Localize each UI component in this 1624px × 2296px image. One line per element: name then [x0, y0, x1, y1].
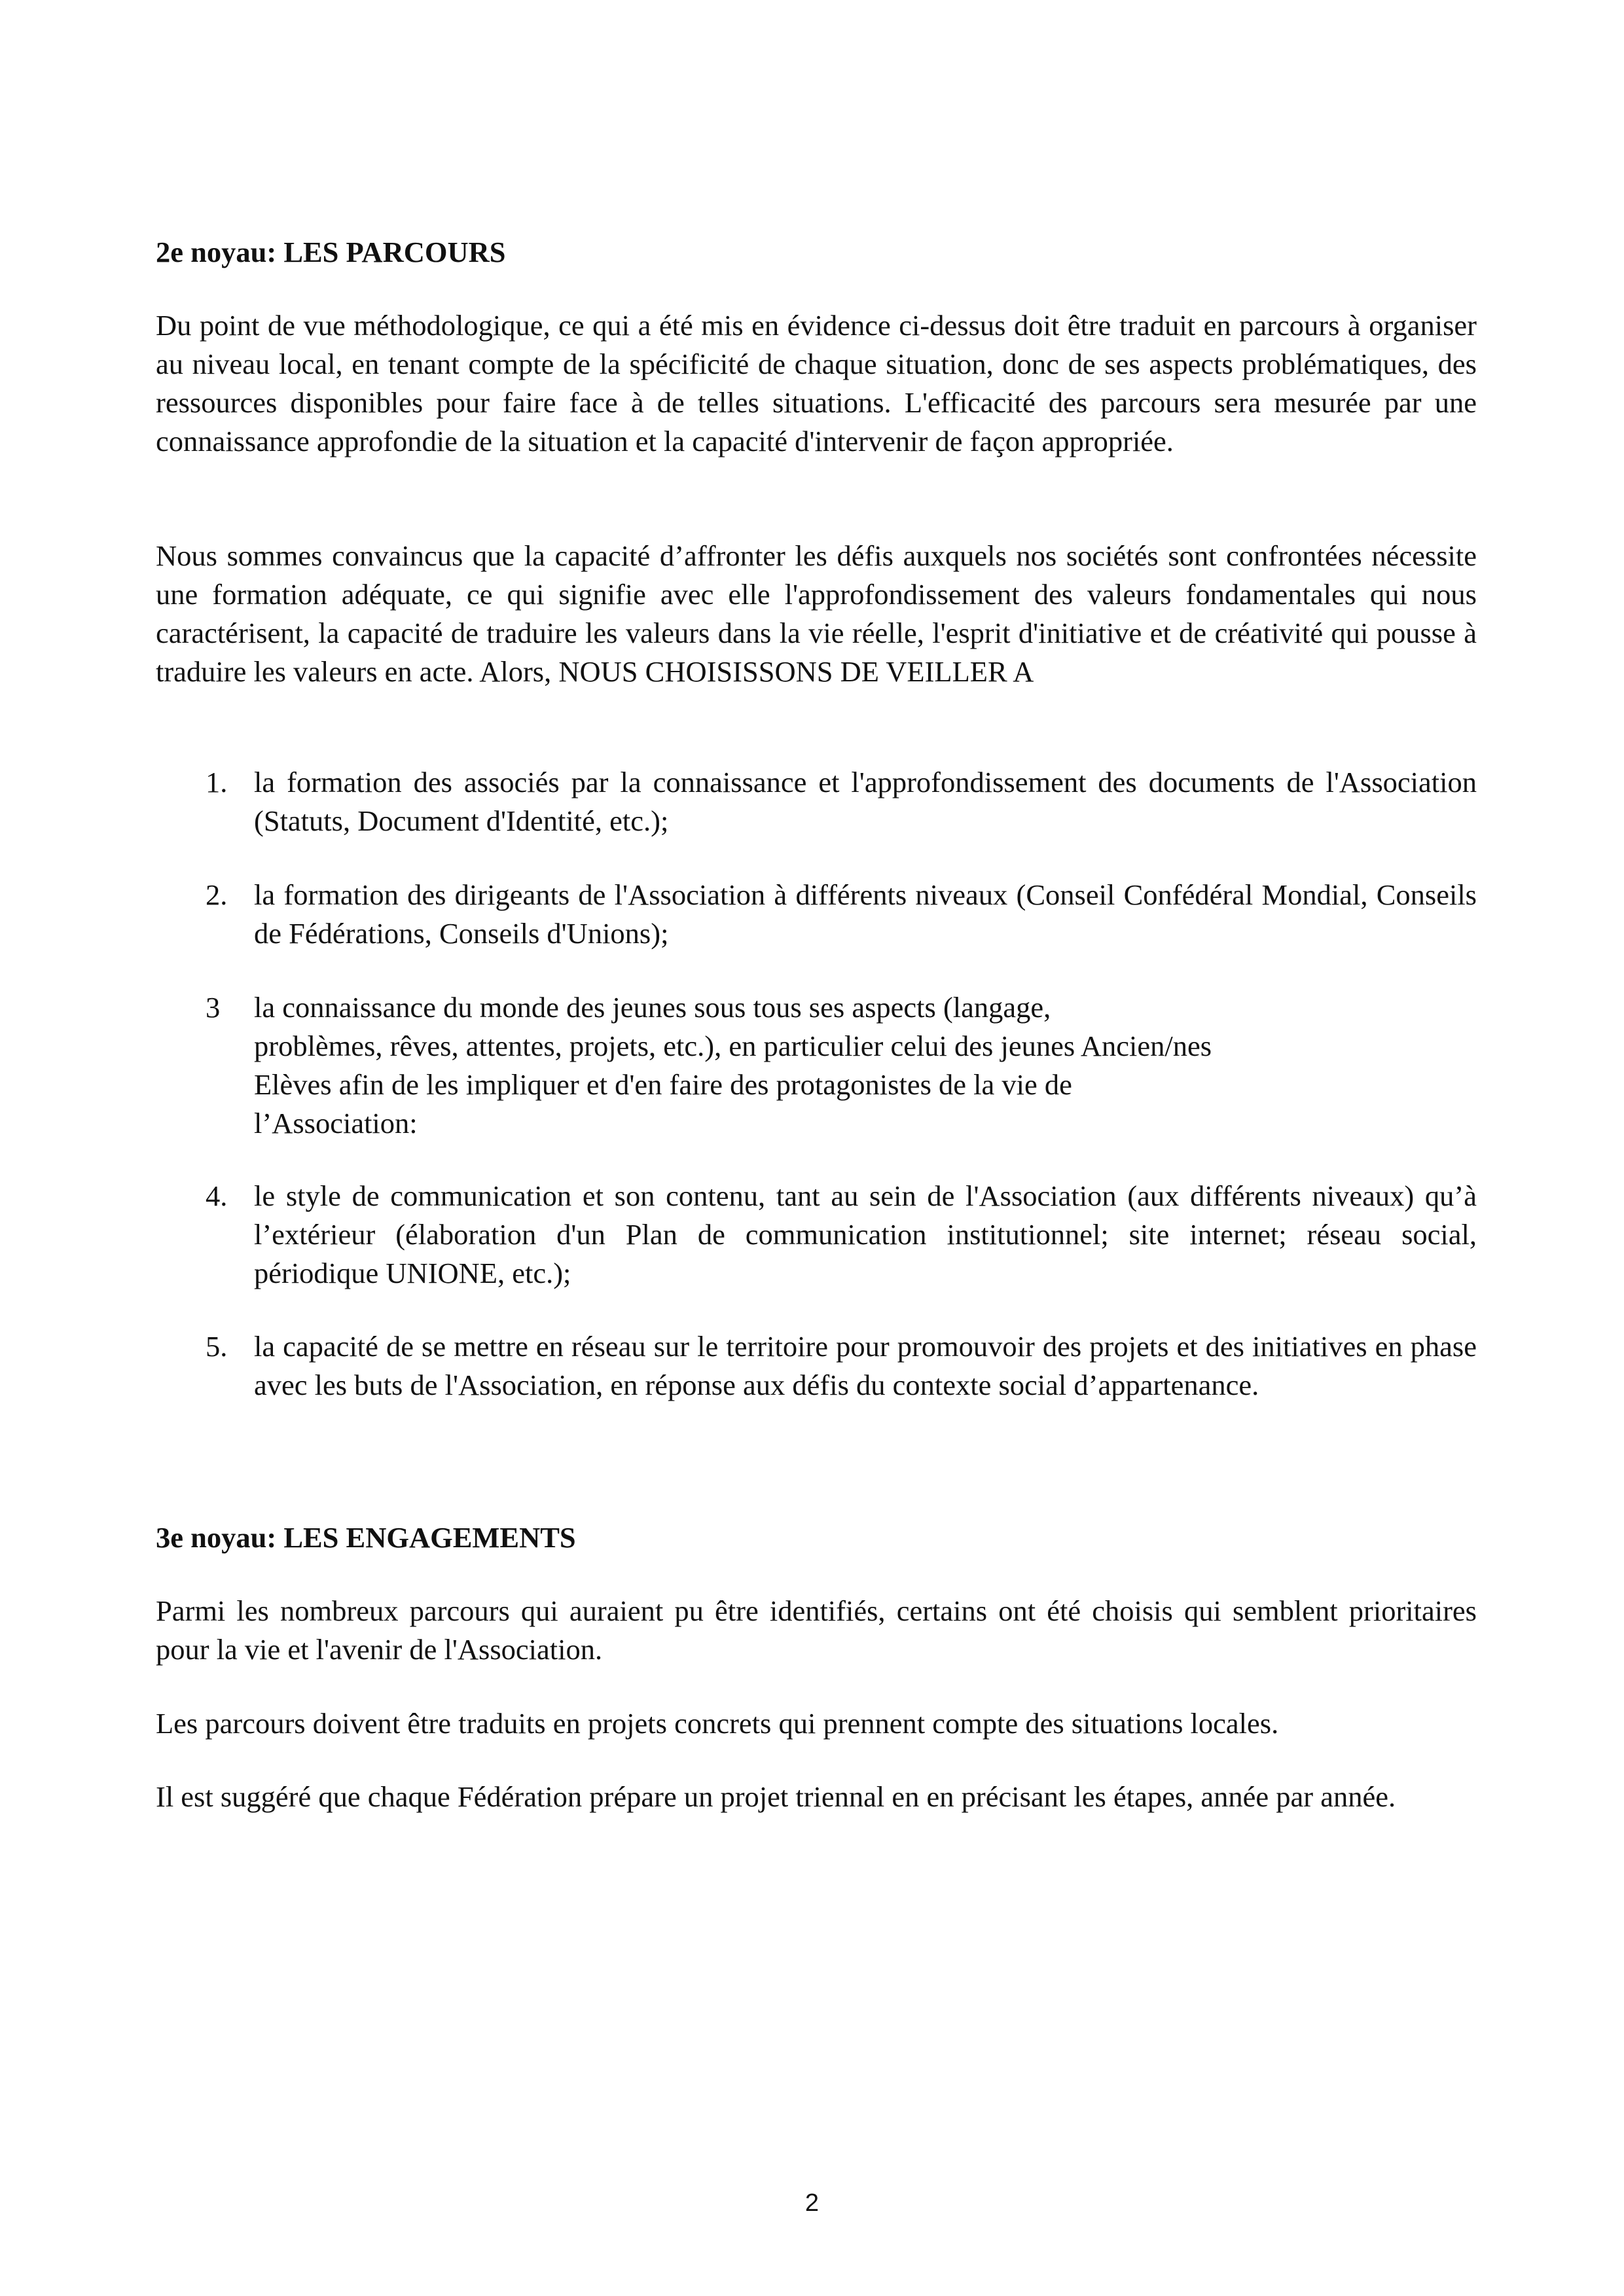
document-page	[156, 0, 1477, 2296]
list-item-text: le style de communication et son contenu, tant au sein de l'Association (aux différents niveaux) qu’à l’extérieur (élaboration d'un Plan de communication institutionnel; site internet; réseau social, périodique UNIONE, etc.);	[254, 1179, 1477, 1289]
section-3-paragraph-3	[156, 1778, 1477, 1816]
list-item-line: la connaissance du monde des jeunes sous tous ses aspects (langage,	[254, 991, 1051, 1024]
paragraph-text: Du point de vue méthodologique, ce qui a été mis en évidence ci-dessus doit être traduit en parcours à organiser au niveau local, en tenant compte de la spécificité de chaque situation, donc de ses aspects problématiques, des ressources disponibles pour faire face à de telles situations. L'efficacité des parcours sera mesurée par une connaissance approfondie de la situation et la capacité d'intervenir de façon appropriée.	[156, 309, 1477, 457]
list-item-text: la formation des associés par la connaissance et l'approfondissement des documents de l'Association (Statuts, Document d'Identité, etc.);	[254, 766, 1477, 837]
paragraph-text: Il est suggéré que chaque Fédération prépare un projet triennal en en précisant les étapes, année par année.	[156, 1780, 1396, 1813]
section-3-paragraph-2	[156, 1704, 1477, 1743]
page-number: 2	[804, 2189, 820, 2217]
paragraph-text: Parmi les nombreux parcours qui auraient pu être identifiés, certains ont été choisis qui semblent prioritaires pour la vie et l'avenir de l'Association.	[156, 1594, 1477, 1666]
list-item-number: 2.	[206, 878, 228, 911]
list-item-line: Elèves afin de les impliquer et d'en faire des protagonistes de la vie de	[254, 1068, 1072, 1101]
list-item-number: 3	[206, 991, 221, 1024]
list-item-number: 1.	[206, 766, 228, 798]
section-3-heading: 3e noyau: LES ENGAGEMENTS	[156, 1521, 576, 1554]
section-3-paragraph-1	[156, 1592, 1477, 1669]
section-2-heading: 2e noyau: LES PARCOURS	[156, 236, 506, 268]
list-item-line: problèmes, rêves, attentes, projets, etc.), en particulier celui des jeunes Ancien/nes	[254, 1030, 1212, 1062]
paragraph-text: Les parcours doivent être traduits en projets concrets qui prennent compte des situations locales.	[156, 1707, 1279, 1740]
paragraph-text: Nous sommes convaincus que la capacité d’affronter les défis auxquels nos sociétés sont confrontées nécessite une formation adéquate, ce qui signifie avec elle l'approfondissement des valeurs fondamentales qui nous caractérisent, la capacité de traduire les valeurs dans la vie réelle, l'esprit d'initiative et de créativité qui pousse à traduire les valeurs en acte. Alors, NOUS CHOISISSONS DE VEILLER A	[156, 539, 1477, 688]
section-2-paragraph-1	[156, 306, 1477, 461]
list-item-number: 4.	[206, 1179, 228, 1212]
list-item-text: la formation des dirigeants de l'Association à différents niveaux (Conseil Confédéral Mondial, Conseils de Fédérations, Conseils d'Unions);	[254, 878, 1477, 950]
section-2-paragraph-2	[156, 537, 1477, 691]
list-item-line: l’Association:	[254, 1107, 418, 1139]
list-item-text	[254, 988, 1236, 1143]
list-item-number: 5.	[206, 1330, 228, 1363]
list-item-text: la capacité de se mettre en réseau sur le territoire pour promouvoir des projets et des initiatives en phase avec les buts de l'Association, en réponse aux défis du contexte social d’appartenance.	[254, 1330, 1477, 1401]
